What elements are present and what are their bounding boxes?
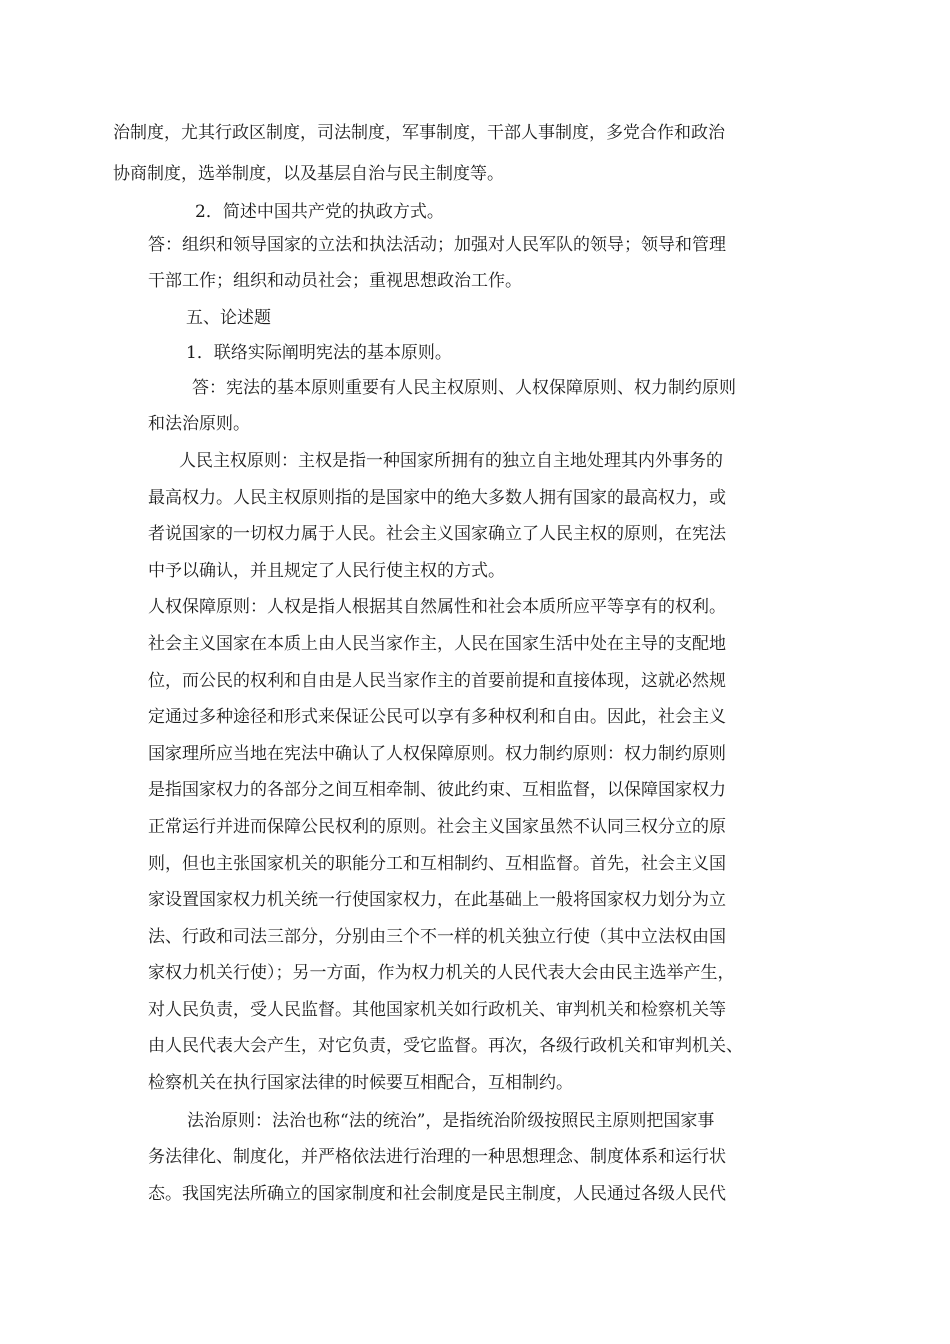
paragraph-line: 家权力机关行使）；另一方面，作为权力机关的人民代表大会由民主选举产生，	[148, 963, 735, 983]
text-line: 协商制度，选举制度，以及基层自治与民主制度等。	[113, 164, 504, 184]
paragraph-line: 定通过多种途径和形式来保证公民可以享有多种权利和自由。因此，社会主义	[148, 707, 726, 727]
paragraph-line: 家设置国家权力机关统一行使国家权力，在此基础上一般将国家权力划分为立	[148, 890, 726, 910]
paragraph-line: 者说国家的一切权力属于人民。社会主义国家确立了人民主权的原则，在宪法	[148, 524, 726, 544]
question-heading: 1．联络实际阐明宪法的基本原则。	[186, 343, 452, 363]
paragraph-line: 最高权力。人民主权原则指的是国家中的绝大多数人拥有国家的最高权力，或	[148, 488, 726, 508]
paragraph-line: 由人民代表大会产生，对它负责，受它监督。再次，各级行政机关和审判机关、	[148, 1036, 743, 1056]
paragraph-line: 人民主权原则：主权是指一种国家所拥有的独立自主地处理其内外事务的	[179, 451, 723, 471]
paragraph-line: 正常运行并进而保障公民权利的原则。社会主义国家虽然不认同三权分立的原	[148, 817, 726, 837]
paragraph-line: 法、行政和司法三部分，分别由三个不一样的机关独立行使（其中立法权由国	[148, 927, 726, 947]
paragraph-line: 人权保障原则：人权是指人根据其自然属性和社会本质所应平等享有的权利。	[148, 597, 726, 617]
answer-line: 答：组织和领导国家的立法和执法活动；加强对人民军队的领导；领导和管理	[148, 235, 726, 255]
paragraph-line: 中予以确认，并且规定了人民行使主权的方式。	[148, 561, 505, 581]
answer-line: 和法治原则。	[148, 414, 250, 434]
paragraph-line: 社会主义国家在本质上由人民当家作主，人民在国家生活中处在主导的支配地	[148, 634, 726, 654]
paragraph-line: 国家理所应当地在宪法中确认了人权保障原则。权力制约原则：权力制约原则	[148, 744, 726, 764]
paragraph-line: 检察机关在执行国家法律的时候要互相配合，互相制约。	[148, 1073, 573, 1093]
question-heading: 2．简述中国共产党的执政方式。	[195, 202, 444, 222]
paragraph-line: 法治原则：法治也称“法的统治”，是指统治阶级按照民主原则把国家事	[187, 1111, 715, 1131]
text-line: 治制度，尤其行政区制度，司法制度，军事制度，干部人事制度，多党合作和政治	[113, 123, 725, 143]
section-heading: 五、论述题	[186, 308, 271, 328]
paragraph-line: 态。我国宪法所确立的国家制度和社会制度是民主制度，人民通过各级人民代	[148, 1184, 726, 1204]
paragraph-line: 务法律化、制度化，并严格依法进行治理的一种思想理念、制度体系和运行状	[148, 1147, 726, 1167]
paragraph-line: 位，而公民的权利和自由是人民当家作主的首要前提和直接体现，这就必然规	[148, 671, 726, 691]
paragraph-line: 对人民负责，受人民监督。其他国家机关如行政机关、审判机关和检察机关等	[148, 1000, 726, 1020]
paragraph-line: 是指国家权力的各部分之间互相牵制、彼此约束、互相监督，以保障国家权力	[148, 780, 726, 800]
paragraph-line: 则，但也主张国家机关的职能分工和互相制约、互相监督。首先，社会主义国	[148, 854, 726, 874]
answer-line: 干部工作；组织和动员社会；重视思想政治工作。	[148, 271, 522, 291]
answer-line: 答：宪法的基本原则重要有人民主权原则、人权保障原则、权力制约原则	[192, 378, 736, 398]
